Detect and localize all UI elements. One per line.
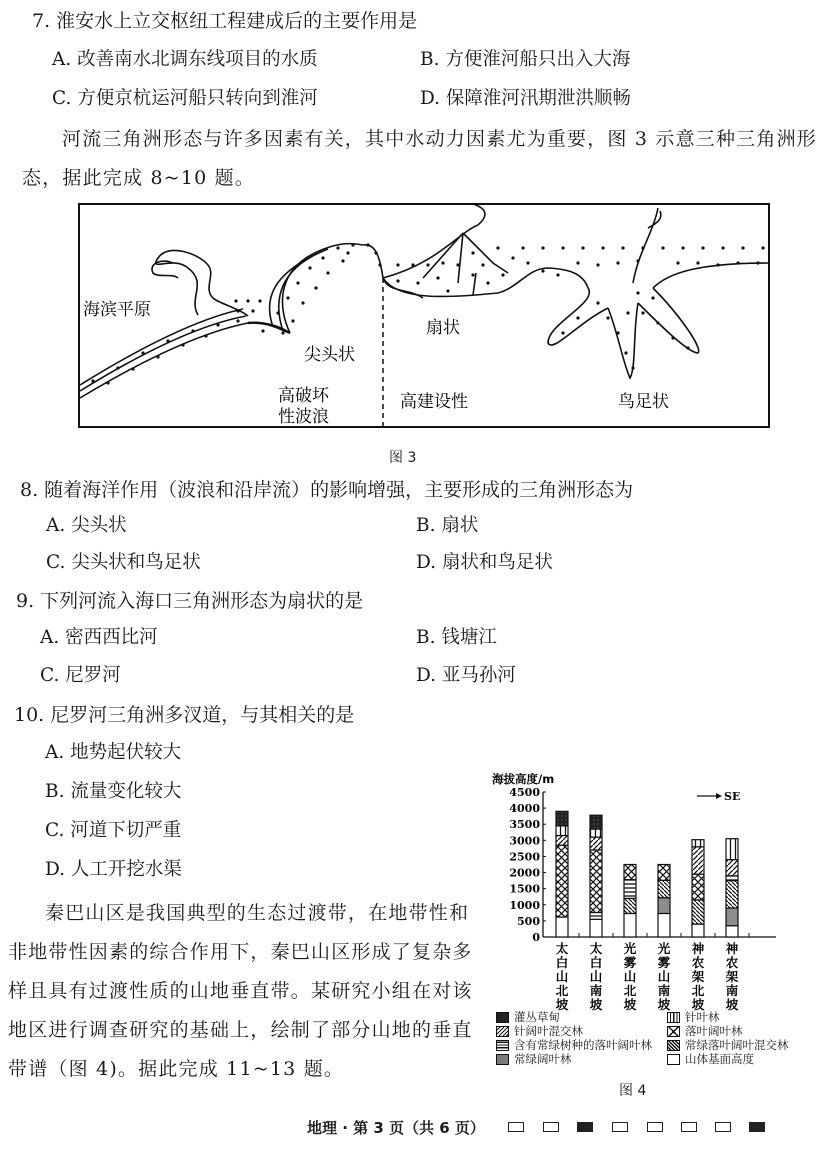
bar-segment-evergreen: [658, 898, 670, 914]
marker-box: [749, 1122, 765, 1132]
legend-label: 常绿落叶阔叶混交林: [685, 1038, 789, 1052]
stipple-dot: [346, 251, 349, 254]
stipple-dot: [236, 309, 239, 312]
label-fan: 扇状: [426, 318, 460, 338]
stipple-dot: [106, 381, 109, 384]
bar-segment-conifer: [590, 829, 602, 837]
x-category-label-char: 山: [589, 969, 603, 984]
bar-segment-meadow: [590, 815, 602, 829]
stipple-dot: [446, 289, 449, 292]
figure-3-caption: 图 3: [389, 450, 417, 466]
stipple-dot: [626, 311, 629, 314]
x-category-label-char: 农: [725, 955, 739, 970]
x-category-label-char: 山: [623, 969, 637, 984]
stipple-dot: [234, 299, 237, 302]
x-category-label-char: 南: [725, 983, 739, 998]
bar-segment-base: [692, 924, 704, 937]
legend-label: 含有常绿树种的落叶阔叶林: [514, 1038, 652, 1052]
x-category-label-char: 南: [589, 983, 603, 998]
legend-label: 落叶阔叶林: [685, 1024, 743, 1038]
bar-3: [624, 865, 636, 938]
q7-option-d[interactable]: D. 保障淮河汛期泄洪顺畅: [420, 88, 631, 109]
bar-segment-evergreen-deciduous-mixed: [692, 900, 704, 924]
x-category-label-char: 坡: [657, 997, 671, 1012]
stipple-dot: [576, 261, 579, 264]
stipple-dot: [236, 319, 239, 322]
x-category-label-char: 神: [691, 941, 705, 956]
stipple-dot: [541, 246, 544, 249]
marker-box: [647, 1122, 663, 1132]
stipple-dot: [141, 351, 144, 354]
intro-8-10-line2: 态，据此完成 8~10 题。: [22, 167, 256, 189]
stipple-dot: [716, 263, 719, 266]
label-constructive: 高建设性: [400, 392, 468, 412]
q9-option-c[interactable]: C. 尼罗河: [40, 665, 121, 686]
stipple-dot: [301, 301, 304, 304]
q10-option-d[interactable]: D. 人工开挖水渠: [45, 859, 182, 880]
legend-item: [496, 1010, 652, 1024]
q10-option-c[interactable]: C. 河道下切严重: [45, 820, 182, 841]
stipple-dot: [396, 263, 399, 266]
bar-segment-conifer: [726, 839, 738, 860]
stipple-dot: [661, 246, 664, 249]
figure-3-delta-diagram: [78, 203, 770, 428]
x-category-label-char: 南: [657, 983, 671, 998]
stipple-dot: [521, 246, 524, 249]
q7-option-c[interactable]: C. 方便京杭运河船只转向到淮河: [52, 88, 318, 109]
stipple-dot: [561, 331, 564, 334]
q7-option-a[interactable]: A. 改善南水北调东线项目的水质: [52, 49, 318, 70]
intro-11-13-line5: 带谱（图 4)。据此完成 11~13 题。: [8, 1058, 345, 1080]
se-label: SE: [724, 790, 741, 803]
page-footer: 地理 · 第 3 页（共 6 页）: [307, 1119, 485, 1137]
bar-segment-conifer: [556, 826, 568, 836]
stipple-dot: [736, 261, 739, 264]
stipple-dot: [251, 309, 254, 312]
x-category-label-char: 架: [691, 969, 705, 984]
stipple-dot: [291, 319, 294, 322]
stipple-dot: [261, 329, 264, 332]
stipple-dot: [336, 246, 339, 249]
bar-segment-mixed-conifer-broad: [556, 836, 568, 846]
legend-item: [496, 1038, 652, 1052]
legend-label: 常绿阔叶林: [514, 1052, 572, 1066]
x-category-label-char: 坡: [691, 997, 705, 1012]
stipple-dot: [258, 299, 261, 302]
x-category-label-char: 北: [691, 983, 705, 998]
bar-segment-deciduous: [624, 865, 636, 880]
bar-segment-deciduous: [658, 865, 670, 881]
stipple-dot: [486, 281, 489, 284]
x-category-label-char: 光: [623, 941, 637, 956]
q8-option-d[interactable]: D. 扇状和鸟足状: [416, 552, 553, 573]
q10-stem: 10. 尼罗河三角洲多汊道，与其相关的是: [14, 704, 355, 726]
legend-swatch-conifer: [667, 1012, 680, 1023]
stipple-dot: [576, 316, 579, 319]
x-category-label-char: 北: [555, 983, 569, 998]
x-category-label-char: 北: [623, 983, 637, 998]
q9-option-d[interactable]: D. 亚马孙河: [416, 665, 516, 686]
stipple-dot: [426, 263, 429, 266]
stipple-dot: [204, 334, 207, 337]
stipple-dot: [641, 246, 644, 249]
stipple-dot: [686, 346, 689, 349]
intro-11-13-line4: 地区进行调查研究的基础上，绘制了部分山地的垂直: [8, 1019, 473, 1041]
bar-segment-evergreen-deciduous-mixed: [726, 881, 738, 908]
y-tick-label: 2000: [509, 866, 540, 880]
stipple-dot: [411, 263, 414, 266]
q8-option-a[interactable]: A. 尖头状: [46, 515, 127, 536]
intro-11-13-line1: 秦巴山区是我国典型的生态过渡带，在地带性和: [45, 902, 470, 924]
legend-label: 灌丛草甸: [514, 1010, 560, 1024]
y-tick-label: 2500: [509, 850, 540, 864]
x-category-label-char: 山: [657, 969, 671, 984]
x-category-label-char: 坡: [589, 997, 603, 1012]
stipple-dot: [321, 256, 324, 259]
legend-label: 针阔叶混交林: [514, 1024, 583, 1038]
y-tick-label: 4500: [509, 786, 540, 799]
stipple-dot: [471, 251, 474, 254]
stipple-dot: [526, 261, 529, 264]
stipple-dot: [308, 266, 311, 269]
stipple-dot: [676, 261, 679, 264]
legend-item: [496, 1052, 652, 1066]
legend-swatch-mixed-conifer: [496, 1026, 509, 1037]
x-category-label-char: 雾: [657, 955, 671, 970]
y-tick-label: 1500: [509, 882, 540, 896]
label-birdsfoot: 鸟足状: [618, 392, 669, 412]
figure-4-caption: 图 4: [619, 1083, 647, 1099]
bar-4: [658, 865, 670, 938]
stipple-dot: [181, 343, 184, 346]
marker-box: [681, 1122, 697, 1132]
stipple-dot: [616, 261, 619, 264]
se-direction-arrow: [697, 790, 740, 803]
stipple-dot: [396, 279, 399, 282]
stipple-dot: [681, 246, 684, 249]
stipple-dot: [651, 296, 654, 299]
stipple-dot: [296, 281, 299, 284]
bars-group: [556, 811, 749, 937]
stipple-dot: [596, 301, 599, 304]
stipple-dot: [696, 261, 699, 264]
stipple-dot: [606, 316, 609, 319]
x-category-label-char: 太: [589, 941, 603, 956]
legend-item: [667, 1010, 789, 1024]
stipple-dot: [281, 331, 284, 334]
bar-segment-evergreen-deciduous-mixed: [658, 880, 670, 897]
stipple-dot: [616, 331, 619, 334]
bar-segment-base: [556, 917, 568, 937]
stipple-dot: [631, 366, 634, 369]
stipple-dot: [596, 263, 599, 266]
x-category-label-char: 光: [657, 941, 671, 956]
bar-segment-mixed-conifer-broad: [692, 847, 704, 874]
marker-box: [543, 1122, 559, 1132]
q9-option-a[interactable]: A. 密西西比河: [40, 627, 158, 648]
y-tick-label: 500: [517, 914, 540, 928]
y-tick-label: 0: [532, 931, 540, 944]
stipple-dot: [351, 243, 354, 246]
bar-segment-evergreen-deciduous-mixed: [624, 898, 636, 913]
legend-swatch-evergreen-deciduous-mixed: [667, 1040, 680, 1051]
label-destructive-line2: 性波浪: [278, 407, 329, 427]
bar-segment-base: [658, 913, 670, 937]
q8-option-c[interactable]: C. 尖头状和鸟足状: [46, 552, 201, 573]
x-category-label-char: 农: [691, 955, 705, 970]
bar-segment-deciduous: [590, 850, 602, 913]
stipple-dot: [314, 286, 317, 289]
stipple-dot: [366, 243, 369, 246]
stipple-dot: [131, 367, 134, 370]
bar-1: [556, 811, 568, 937]
bar-segment-deciduous: [692, 874, 704, 900]
stipple-dot: [246, 299, 249, 302]
stipple-dot: [341, 259, 344, 262]
marker-box: [508, 1122, 524, 1132]
bar-segment-meadow: [556, 811, 568, 826]
q10-option-b[interactable]: B. 流量变化较大: [45, 781, 182, 802]
x-category-label-char: 坡: [725, 997, 739, 1012]
intro-8-10-line1: 河流三角洲形态与许多因素有关，其中水动力因素尤为重要，图 3 示意三种三角洲形: [62, 128, 817, 150]
stipple-dot: [741, 246, 744, 249]
stipple-dot: [436, 276, 439, 279]
marker-box: [715, 1122, 731, 1132]
y-tick-label: 4000: [509, 802, 540, 816]
legend-swatch-deciduous-with-evergreen: [496, 1040, 509, 1051]
x-axis-labels: [556, 941, 739, 1012]
bar-segment-deciduous-with-evergreen: [590, 913, 602, 920]
bar-segment-base: [726, 926, 738, 937]
legend-item: [496, 1024, 652, 1038]
stipple-dot: [496, 246, 499, 249]
x-category-label-char: 坡: [555, 997, 569, 1012]
stipple-dot: [416, 281, 419, 284]
y-tick-label: 3000: [509, 834, 540, 848]
stipple-dot: [481, 263, 484, 266]
x-category-label-char: 神: [725, 941, 739, 956]
y-axis-title: 海拔高度/m: [492, 772, 555, 786]
stipple-dot: [641, 311, 644, 314]
stipple-dot: [326, 271, 329, 274]
stipple-dot: [541, 269, 544, 272]
bar-segment-deciduous-with-evergreen: [624, 880, 636, 899]
bar-2: [590, 815, 602, 937]
x-category-label-char: 山: [555, 969, 569, 984]
stipple-dot: [456, 263, 459, 266]
label-cuspate: 尖头状: [304, 345, 355, 365]
legend-item: [667, 1038, 789, 1052]
stipple-dot: [601, 246, 604, 249]
legend-item: [667, 1052, 789, 1066]
stipple-dot: [624, 351, 627, 354]
q10-option-a[interactable]: A. 地势起伏较大: [45, 742, 182, 763]
stipple-dot: [636, 259, 639, 262]
stipple-dot: [581, 246, 584, 249]
q8-stem: 8. 随着海洋作用（波浪和沿岸流）的影响增强，主要形成的三角洲形态为: [20, 479, 634, 501]
intro-11-13-line3: 样且具有过渡性质的山地垂直带。某研究小组在对该: [8, 980, 473, 1002]
q7-option-b[interactable]: B. 方便淮河船只出入大海: [420, 49, 631, 70]
bar-6: [726, 839, 738, 937]
legend-swatch-meadow: [496, 1012, 509, 1023]
bar-segment-deciduous-with-evergreen: [726, 876, 738, 881]
label-destructive-line1: 高破坏: [278, 386, 329, 406]
stipple-dot: [756, 261, 759, 264]
legend-swatch-evergreen: [496, 1054, 509, 1065]
stipple-dot: [276, 311, 279, 314]
stipple-dot: [441, 261, 444, 264]
stipple-dot: [621, 246, 624, 249]
x-category-label-char: 雾: [623, 955, 637, 970]
stipple-dot: [216, 323, 219, 326]
bar-5: [692, 840, 704, 937]
chart-legend-left: [496, 1010, 652, 1066]
stipple-dot: [511, 256, 514, 259]
bar-segment-base: [624, 913, 636, 937]
x-category-label-char: 架: [725, 969, 739, 984]
stipple-dot: [761, 246, 764, 249]
bar-segment-deciduous: [556, 845, 568, 917]
bar-segment-evergreen: [726, 908, 738, 926]
q9-option-b[interactable]: B. 钱塘江: [416, 627, 497, 648]
stipple-dot: [91, 379, 94, 382]
bar-segment-mixed-conifer-broad: [726, 860, 738, 876]
q8-option-b[interactable]: B. 扇状: [416, 515, 479, 536]
stipple-dot: [116, 366, 119, 369]
stipple-dot: [721, 246, 724, 249]
stipple-dot: [701, 246, 704, 249]
legend-label: 山体基面高度: [685, 1052, 754, 1066]
legend-swatch-deciduous: [667, 1026, 680, 1037]
figure-4-vertical-zone-chart: [488, 770, 780, 1012]
y-tick-label: 1000: [509, 898, 540, 912]
marker-box: [577, 1122, 593, 1132]
stipple-dot: [636, 291, 639, 294]
x-category-label-char: 白: [589, 955, 603, 970]
stipple-dot: [191, 329, 194, 332]
stipple-dot: [556, 273, 559, 276]
legend-label: 针叶林: [685, 1010, 720, 1024]
stipple-dot: [156, 355, 159, 358]
intro-11-13-line2: 非地带性因素的综合作用下，秦巴山区形成了复杂多: [8, 941, 473, 963]
x-category-label-char: 太: [555, 941, 569, 956]
stipple-dot: [561, 246, 564, 249]
chart-legend-right: [667, 1010, 789, 1066]
stipple-dot: [378, 263, 381, 266]
q9-stem: 9. 下列河流入海口三角洲形态为扇状的是: [16, 590, 364, 612]
q7-stem: 7. 淮安水上立交枢纽工程建成后的主要作用是: [32, 10, 418, 32]
bar-segment-conifer: [692, 840, 704, 847]
legend-swatch-base: [667, 1054, 680, 1065]
stipple-dot: [671, 336, 674, 339]
stipple-dot: [374, 251, 377, 254]
legend-item: [667, 1024, 789, 1038]
marker-box: [612, 1122, 628, 1132]
x-category-label-char: 白: [555, 955, 569, 970]
stipple-dot: [471, 273, 474, 276]
label-coastal-plain: 海滨平原: [83, 300, 151, 320]
bar-segment-base: [590, 919, 602, 937]
stipple-dot: [656, 321, 659, 324]
stipple-dot: [501, 273, 504, 276]
stipple-dot: [286, 296, 289, 299]
y-tick-label: 3500: [509, 818, 540, 832]
stipple-dot: [166, 339, 169, 342]
x-category-label-char: 坡: [623, 997, 637, 1012]
bar-segment-mixed-conifer-broad: [590, 837, 602, 850]
